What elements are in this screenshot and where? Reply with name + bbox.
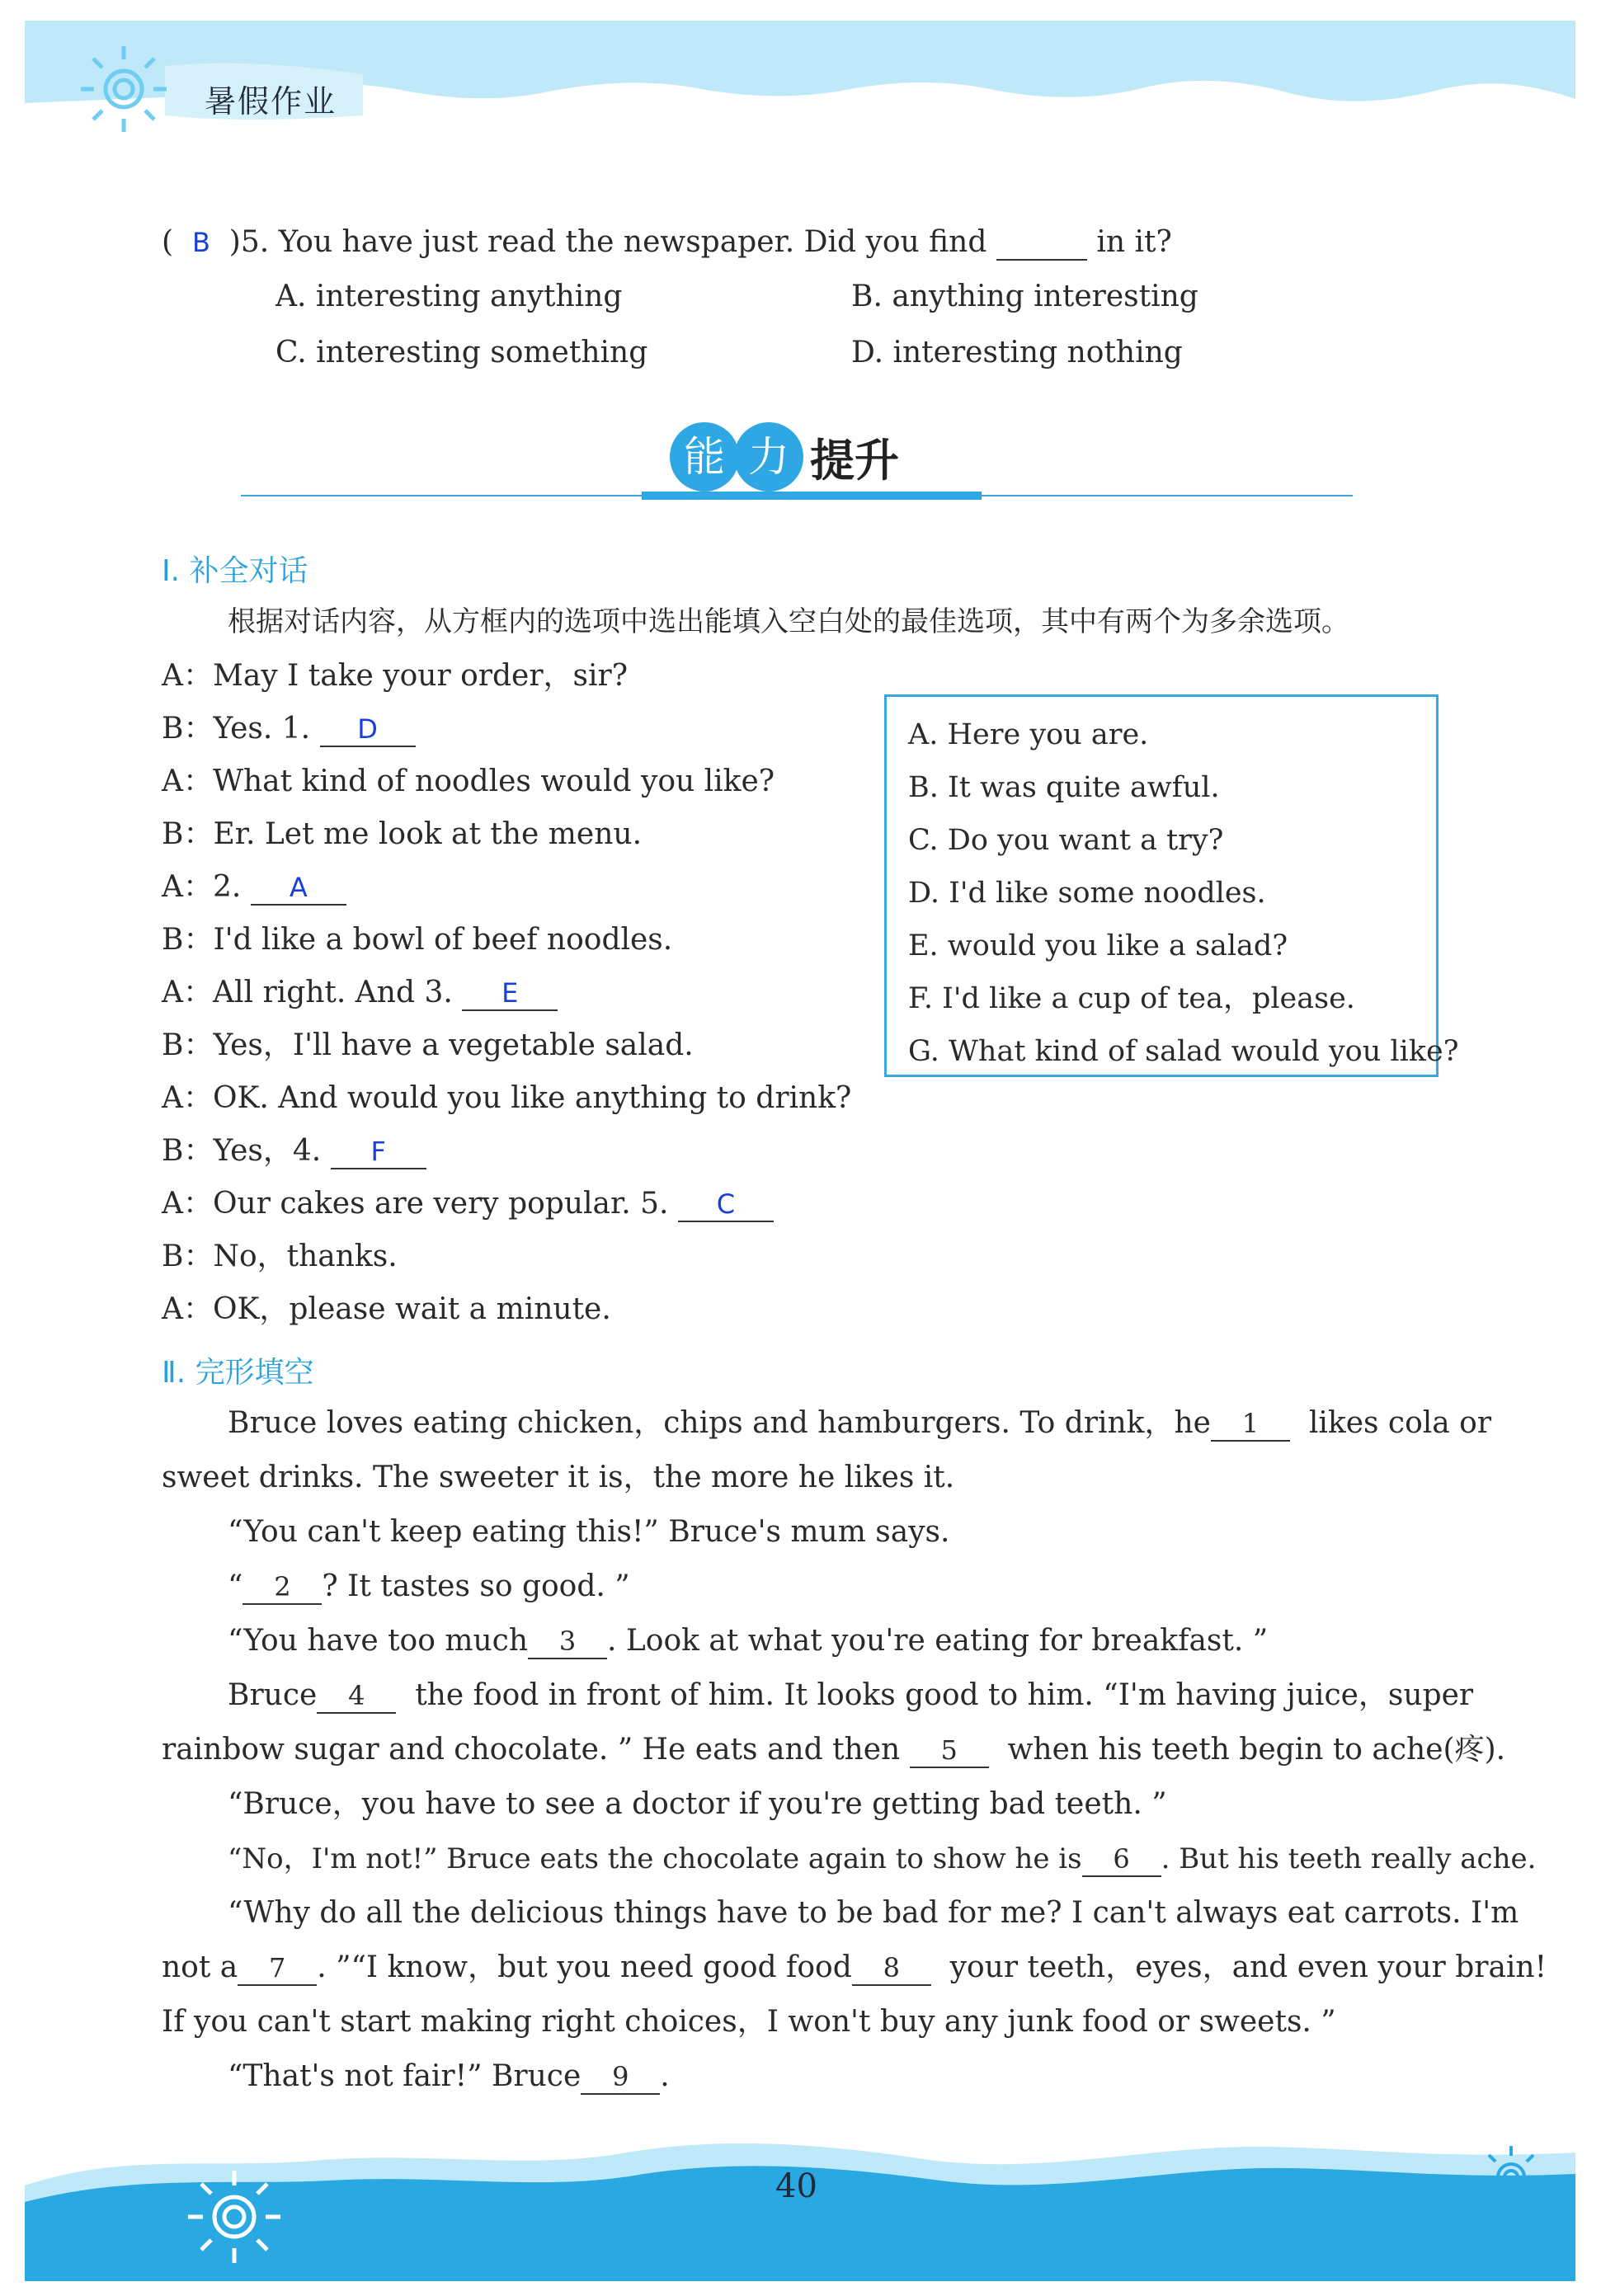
cloze-line-12: If you can't start making right choices，I won't buy any junk food or sweets. ” <box>162 2005 1336 2039</box>
cloze-line-3: “You can't keep eating this!” Bruce's mum says. <box>228 1515 950 1549</box>
box-option-f: F. I'd like a cup of tea，please. <box>908 982 1355 1015</box>
q5-blank <box>996 226 1087 261</box>
box-option-g: G. What kind of salad would you like? <box>908 1035 1459 1068</box>
cloze-blank-9: 9 <box>581 2060 660 2095</box>
cloze-line-6: Bruce 4 the food in front of him. It looks good to him. “I'm having juice，super <box>228 1678 1474 1712</box>
section1-heading: Ⅰ. 补全对话 <box>162 554 308 588</box>
cloze-line-13: “That's not fair!” Bruce 9 . <box>228 2059 670 2093</box>
cloze-blank-1: 1 <box>1211 1407 1290 1442</box>
dialog-line-3: A：What kind of noodles would you like? <box>162 765 775 798</box>
cloze-line-8: “Bruce，you have to see a doctor if you're getting bad teeth. ” <box>228 1787 1167 1821</box>
cloze-blank-5: 5 <box>910 1734 989 1768</box>
dialog-line-2: B：Yes. 1. D <box>162 709 416 749</box>
q5-answer: B <box>191 227 210 258</box>
cloze-blank-6: 6 <box>1082 1842 1161 1877</box>
q5-option-b: B. anything interesting <box>851 280 1198 313</box>
dialog-blank-1: D <box>320 713 416 747</box>
dialog-line-8: B：Yes，I'll have a vegetable salad. <box>162 1028 694 1062</box>
box-option-c: C. Do you want a try? <box>908 824 1224 857</box>
footer-banner <box>0 2120 1601 2296</box>
cloze-blank-8: 8 <box>852 1951 931 1986</box>
section1-instruction: 根据对话内容，从方框内的选项中选出能填入空白处的最佳选项，其中有两个为多余选项。 <box>228 605 1349 638</box>
cloze-line-7: rainbow sugar and chocolate. ” He eats and then 5 when his teeth begin to ache(疼). <box>162 1733 1506 1767</box>
cloze-line-11: not a 7 . ”“I know，but you need good food 8 your teeth，eyes，and even your brain! <box>162 1950 1547 1984</box>
cloze-line-5: “You have too much 3 . Look at what you're eating for breakfast. ” <box>228 1624 1269 1658</box>
title-char-1: 能 <box>670 422 739 492</box>
cloze-line-4: “ 2 ? It tastes so good. ” <box>228 1569 630 1603</box>
dialog-line-7: A：All right. And 3. E <box>162 973 558 1013</box>
cloze-blank-2: 2 <box>243 1570 322 1605</box>
dialog-blank-4: F <box>331 1135 426 1169</box>
q5-option-a: A. interesting anything <box>275 280 623 313</box>
cloze-line-1: Bruce loves eating chicken，chips and hamburgers. To drink，he 1 likes cola or <box>228 1406 1492 1440</box>
dialog-line-4: B：Er. Let me look at the menu. <box>162 817 643 851</box>
q5-line: ( B )5. You have just read the newspaper. Did you find in it? <box>162 225 1172 259</box>
dialog-line-5: A：2. A <box>162 868 346 907</box>
box-option-a: A. Here you are. <box>908 718 1149 751</box>
title-rest: 提升 <box>810 434 899 487</box>
cloze-line-9: “No，I'm not!” Bruce eats the chocolate again to show he is 6 . But his teeth really ache. <box>228 1842 1537 1875</box>
page-number: 40 <box>775 2167 817 2205</box>
cloze-blank-3: 3 <box>528 1625 607 1659</box>
box-option-b: B. It was quite awful. <box>908 771 1220 804</box>
dialog-line-12: B：No，thanks. <box>162 1240 398 1273</box>
dialog-line-6: B：I'd like a bowl of beef noodles. <box>162 923 673 957</box>
dialog-line-9: A：OK. And would you like anything to drink? <box>162 1081 852 1115</box>
ability-title <box>670 422 899 493</box>
section2-heading: Ⅱ. 完形填空 <box>162 1356 314 1390</box>
q5-question: 5. You have just read the newspaper. Did you find <box>240 225 987 259</box>
q5-option-d: D. interesting nothing <box>851 336 1183 369</box>
dialog-line-10: B：Yes，4. F <box>162 1132 426 1171</box>
header-title: 暑假作业 <box>205 83 337 120</box>
cloze-line-2: sweet drinks. The sweeter it is，the more he likes it. <box>162 1461 955 1494</box>
box-option-d: D. I'd like some noodles. <box>908 877 1266 910</box>
title-char-2: 力 <box>734 422 803 492</box>
dialog-line-11: A：Our cakes are very popular. 5. C <box>162 1184 774 1224</box>
cloze-blank-7: 7 <box>238 1951 317 1986</box>
box-option-e: E. would you like a salad? <box>908 929 1288 962</box>
dialog-line-13: A：OK，please wait a minute. <box>162 1292 611 1326</box>
cloze-blank-4: 4 <box>317 1679 396 1714</box>
dialog-blank-2: A <box>251 871 346 906</box>
q5-option-c: C. interesting something <box>275 336 648 369</box>
cloze-line-10: “Why do all the delicious things have to be bad for me? I can't always eat carrots. I'm <box>228 1896 1519 1930</box>
dialog-blank-3: E <box>462 976 558 1011</box>
dialog-line-1: A：May I take your order，sir? <box>162 659 629 693</box>
dialog-blank-5: C <box>678 1188 774 1222</box>
options-box <box>884 694 1459 1077</box>
